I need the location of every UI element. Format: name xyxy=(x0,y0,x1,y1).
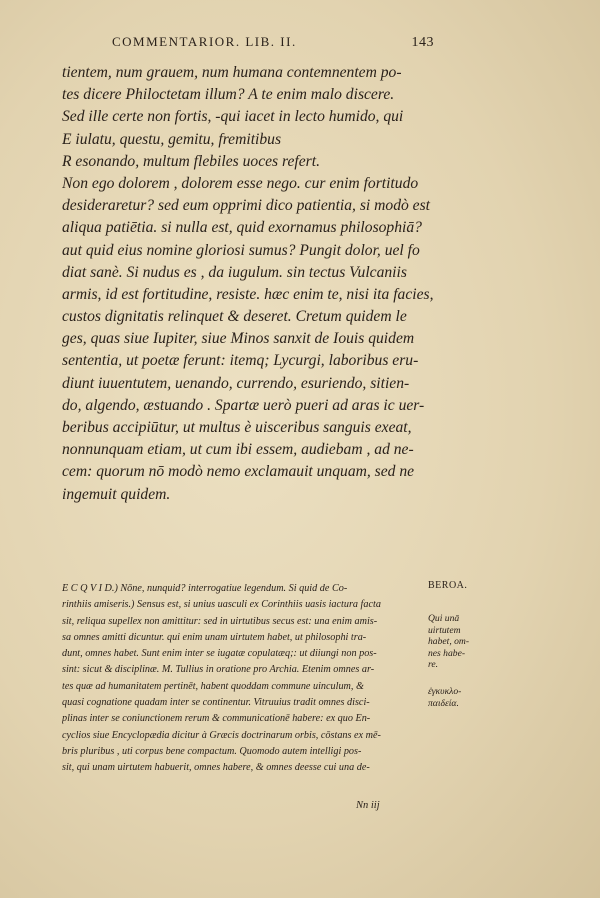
marginal-note-greek xyxy=(428,686,476,709)
commentary-line: sit, reliqua supellex non amittitur: sed in uirtutibus secus est: una enim amis- xyxy=(62,615,378,627)
main-text-line: desideraretur? sed eum opprimi dico patientia, si modò est xyxy=(62,197,431,215)
main-text-line: armis, id est fortitudine, resiste. hæc enim te, nisi ita facies, xyxy=(62,285,434,303)
signature-mark: Nn iij xyxy=(356,800,380,811)
commentary-line: dunt, omnes habet. Sunt enim inter se iugatæ copulatæq;: ut diiungi non pos- xyxy=(62,648,377,660)
marginal-note-line: παιδεία. xyxy=(428,697,459,709)
main-text-line: sententia, ut poetæ ferunt: itemq; Lycurgi, laboribus eru- xyxy=(62,352,419,370)
marginal-note-beroa: BEROA. xyxy=(428,580,468,591)
main-text-line: do, algendo, æstuando . Spartæ uerò pueri ad aras ic uer- xyxy=(62,396,425,414)
main-text-line: ges, quas siue Iupiter, siue Minos sanxit de Iouis quidem xyxy=(62,330,415,348)
marginal-note-line: re. xyxy=(428,659,439,670)
page-number: 143 xyxy=(411,35,434,50)
commentary-line: E C Q V I D.) Nōne, nunquid? interrogatiue legendum. Si quid de Co- xyxy=(62,583,348,594)
marginal-note-line: ἐγκυκλο- xyxy=(428,686,462,697)
main-text-line: aut quid eius nomine gloriosi sumus? Pungit dolor, uel fo xyxy=(62,241,420,259)
main-text-line: cem: quorum nō modò nemo exclamauit unquam, sed ne xyxy=(62,463,415,481)
running-header xyxy=(112,34,434,51)
commentary-line: bris pluribus , uti corpus bene compactum. Quomodo autem intelligi pos- xyxy=(62,745,362,757)
marginal-note-line: Qui unā xyxy=(428,613,460,624)
commentary-line: plinas inter se coniunctionem rerum & communicationē habere: ex quo En- xyxy=(62,713,371,725)
main-text-line: Non ego dolorem , dolorem esse nego. cur enim fortitudo xyxy=(62,174,419,192)
main-text-line: ingemuit quidem. xyxy=(62,485,171,503)
main-text-line: diat sanè. Si nudus es , da iugulum. sin tectus Vulcaniis xyxy=(62,263,407,281)
marginal-note-qui-una xyxy=(428,613,472,671)
commentary-line: sit, qui unam uirtutem habuerit, omnes habere, & omnes deesse cui una de- xyxy=(62,762,370,774)
main-text-line: nonnunquam etiam, ut cum ibi essem, audiebam , ad ne- xyxy=(62,441,414,459)
commentary-line: sint: sicut & disciplinæ. M. Tullius in oratione pro Archia. Etenim omnes ar- xyxy=(62,664,375,676)
commentary-line: rinthiis amiseris.) Sensus est, si unius uasculi ex Corinthiis uasis iactura facta xyxy=(62,599,381,611)
marginal-note-line: habet, om- xyxy=(428,636,470,647)
commentary-block xyxy=(62,581,427,777)
commentary-line: sa omnes amitti dicuntur. qui enim unam uirtutem habet, ut philosophi tra- xyxy=(62,631,367,643)
main-text-line: beribus accipiūtur, ut multus è uisceribus sanguis exeat, xyxy=(62,419,412,436)
main-text-line: aliqua patiētia. si nulla est, quid exornamus philosophiā? xyxy=(62,219,422,237)
marginal-note-line: nes habe- xyxy=(428,647,466,659)
main-text-line: custos dignitatis relinquet & deseret. Cretum quidem le xyxy=(62,308,407,326)
main-text-line: tientem, num grauem, num humana contemnentem po- xyxy=(62,64,402,81)
commentary-line: cyclios siue Encyclopædia dicitur à Græcis doctrinarum orbis, cōstans ex mē- xyxy=(62,729,381,741)
commentary-line: tes quæ ad humanitatem pertinēt, habent quoddam commune uinculum, & xyxy=(62,680,364,692)
main-text-block xyxy=(62,62,442,506)
main-text-line: diunt iuuentutem, uenando, currendo, esuriendo, sitien- xyxy=(62,374,410,392)
main-text-line: Sed ille certe non fortis, -qui iacet in lecto humido, qui xyxy=(62,108,404,126)
commentary-line: quasi cognatione quadam inter se continentur. Vitruuius tradit omnes disci- xyxy=(62,697,370,709)
main-text-line: E iulatu, questu, gemitu, fremitibus xyxy=(62,130,282,148)
marginal-note-line: uirtutem xyxy=(428,624,461,636)
main-text-line: tes dicere Philoctetam illum? A te enim malo discere. xyxy=(62,86,395,104)
running-title: COMMENTARIOR. LIB. II. xyxy=(112,34,297,49)
main-text-line: R esonando, multum flebiles uoces refert. xyxy=(62,152,320,170)
